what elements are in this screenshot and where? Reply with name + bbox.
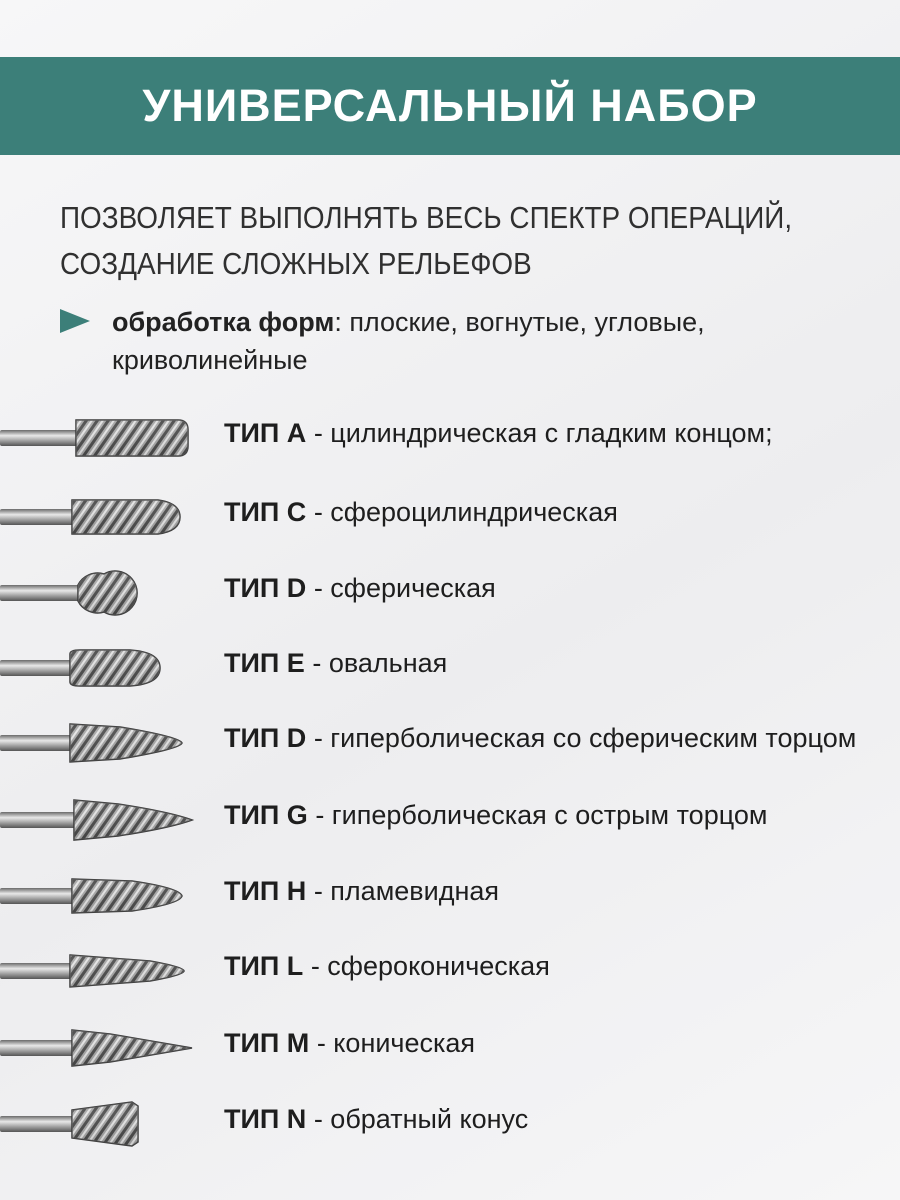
burr-type-description: - обратный конус: [306, 1104, 529, 1134]
burr-type-label: [224, 418, 884, 448]
arrow-right-icon: [60, 309, 90, 333]
feature-bullet-bold: обработка форм: [112, 307, 335, 337]
tree-pointed-end-icon: [0, 782, 200, 858]
cone-icon: [0, 1010, 200, 1086]
subtitle: [60, 195, 793, 287]
burr-type-row: [0, 1010, 900, 1086]
burr-type-code: ТИП N: [224, 1104, 307, 1134]
feature-bullet-rest: : плоские, вогнутые, угловые, криволинейные: [112, 307, 705, 375]
burr-type-row: [0, 705, 900, 781]
burr-type-code: ТИП H: [224, 876, 307, 906]
burr-type-label: [224, 573, 884, 603]
burr-type-row: [0, 858, 900, 934]
burr-type-description: - сфероконическая: [303, 951, 550, 981]
burr-type-code: ТИП E: [224, 648, 305, 678]
burr-type-code: ТИП M: [224, 1028, 310, 1058]
burr-type-row: [0, 933, 900, 1009]
burr-type-code: ТИП D: [224, 723, 307, 753]
burr-type-code: ТИП A: [224, 418, 307, 448]
burr-type-label: [224, 723, 884, 753]
subtitle-line-1: ПОЗВОЛЯЕТ ВЫПОЛНЯТЬ ВЕСЬ СПЕКТР ОПЕРАЦИЙ,: [60, 200, 793, 235]
burr-type-description: - гиперболическая с острым торцом: [307, 800, 768, 830]
burr-type-label: [224, 951, 884, 981]
burr-type-code: ТИП C: [224, 497, 307, 527]
cylinder-icon: [0, 400, 200, 476]
ball-nose-cone-icon: [0, 933, 200, 1009]
burr-type-description: - гиперболическая со сферическим торцом: [306, 723, 857, 753]
feature-bullet-text: [112, 303, 852, 379]
burr-type-description: - пламевидная: [306, 876, 500, 906]
page-title: УНИВЕРСАЛЬНЫЙ НАБОР: [142, 80, 758, 131]
burr-type-row: [0, 630, 900, 706]
burr-type-row: [0, 555, 900, 631]
burr-type-code: ТИП L: [224, 951, 304, 981]
subtitle-line-2: СОЗДАНИЕ СЛОЖНЫХ РЕЛЬЕФОВ: [60, 246, 532, 281]
burr-type-row: [0, 782, 900, 858]
burr-type-row: [0, 400, 900, 476]
burr-type-description: - сфероцилиндрическая: [306, 497, 618, 527]
burr-type-description: - сферическая: [306, 573, 496, 603]
burr-type-label: [224, 876, 884, 906]
flame-icon: [0, 858, 200, 934]
burr-type-description: - овальная: [304, 648, 448, 678]
burr-type-description: - коническая: [309, 1028, 476, 1058]
header-banner: [0, 57, 900, 155]
burr-type-code: ТИП G: [224, 800, 308, 830]
burr-type-description: - цилиндрическая с гладким концом;: [306, 418, 773, 448]
burr-type-label: [224, 648, 884, 678]
oval-icon: [0, 630, 200, 706]
tree-radius-end-icon: [0, 705, 200, 781]
inverted-cone-icon: [0, 1086, 200, 1162]
burr-type-label: [224, 1028, 884, 1058]
burr-type-row: [0, 1086, 900, 1162]
burr-type-label: [224, 800, 884, 830]
ball-nose-cylinder-icon: [0, 479, 200, 555]
burr-type-code: ТИП D: [224, 573, 307, 603]
burr-type-label: [224, 497, 884, 527]
burr-type-row: [0, 479, 900, 555]
burr-type-label: [224, 1104, 884, 1134]
ball-icon: [0, 555, 200, 631]
